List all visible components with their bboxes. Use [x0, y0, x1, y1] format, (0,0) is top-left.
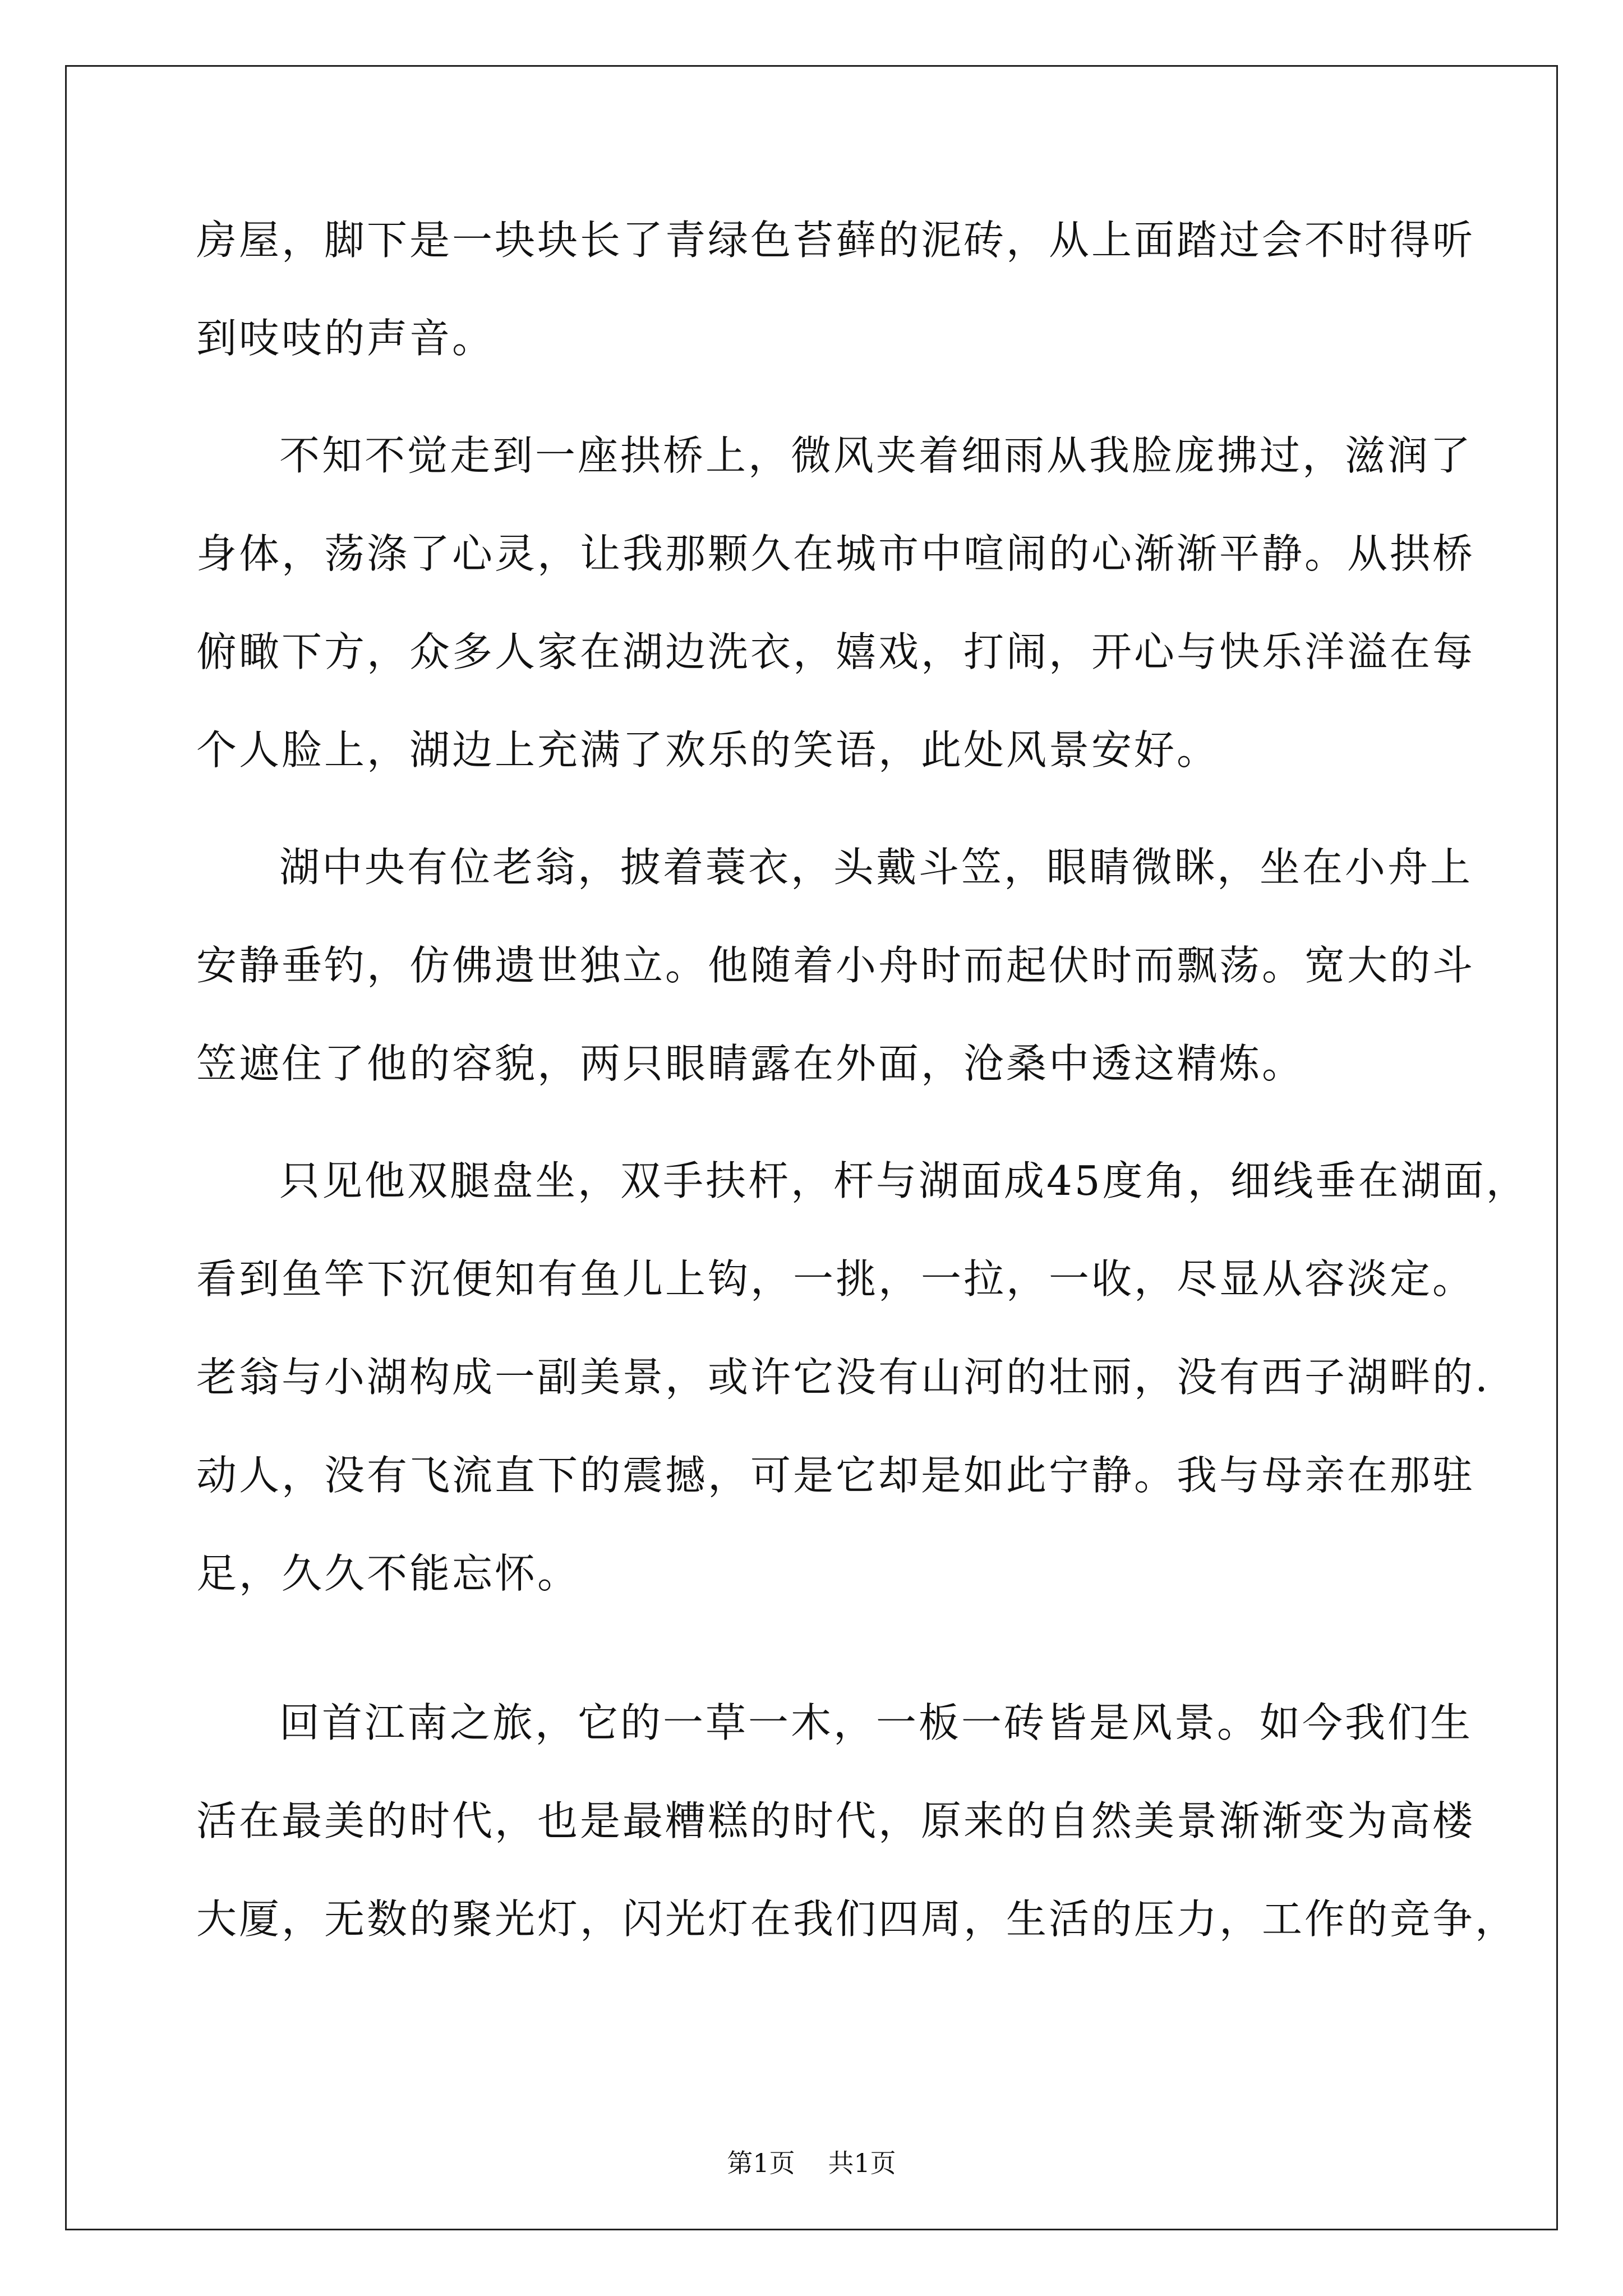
text-line: 身体，荡涤了心灵，让我那颗久在城市中喧闹的心渐渐平静。从拱桥	[196, 530, 1476, 577]
text-line: 大厦，无数的聚光灯，闪光灯在我们四周，生活的压力，工作的竞争，	[196, 1895, 1518, 1943]
text-line: 动人，没有飞流直下的震撼，可是它却是如此宁静。我与母亲在那驻	[196, 1452, 1476, 1499]
text-line: 笠遮住了他的容貌，两只眼睛露在外面，沧桑中透这精炼。	[196, 1040, 1305, 1087]
page-footer	[0, 2143, 1623, 2180]
text-line-paragraph-start: 不知不觉走到一座拱桥上，微风夹着细雨从我脸庞拂过，滋润了	[279, 432, 1473, 479]
text-line: 活在最美的时代，也是最糟糕的时代，原来的自然美景渐渐变为高楼	[196, 1797, 1476, 1844]
page-count: 共1页	[828, 2148, 896, 2178]
text-line: 老翁与小湖构成一副美景，或许它没有山河的壮丽，没有西子湖畔的.	[196, 1354, 1490, 1401]
text-line-paragraph-start: 只见他双腿盘坐，双手扶杆，杆与湖面成45度角，细线垂在湖面，	[279, 1157, 1529, 1204]
text-line-paragraph-start: 回首江南之旅，它的一草一木，一板一砖皆是风景。如今我们生	[279, 1699, 1473, 1746]
text-line: 足，久久不能忘怀。	[196, 1550, 580, 1597]
text-line: 俯瞰下方，众多人家在湖边洗衣，嬉戏，打闹，开心与快乐洋溢在每	[196, 628, 1476, 675]
text-line: 到吱吱的声音。	[196, 315, 495, 362]
text-line: 房屋，脚下是一块块长了青绿色苔藓的泥砖，从上面踏过会不时得听	[196, 217, 1476, 264]
text-line: 个人脸上，湖边上充满了欢乐的笑语，此处风景安好。	[196, 726, 1220, 774]
text-line: 看到鱼竿下沉便知有鱼儿上钩，一挑，一拉，一收，尽显从容淡定。	[196, 1255, 1476, 1303]
text-line: 安静垂钓，仿佛遗世独立。他随着小舟时而起伏时而飘荡。宽大的斗	[196, 942, 1476, 989]
page-number: 第1页	[727, 2148, 795, 2178]
text-line-paragraph-start: 湖中央有位老翁，披着蓑衣，头戴斗笠，眼睛微眯，坐在小舟上	[279, 844, 1473, 891]
